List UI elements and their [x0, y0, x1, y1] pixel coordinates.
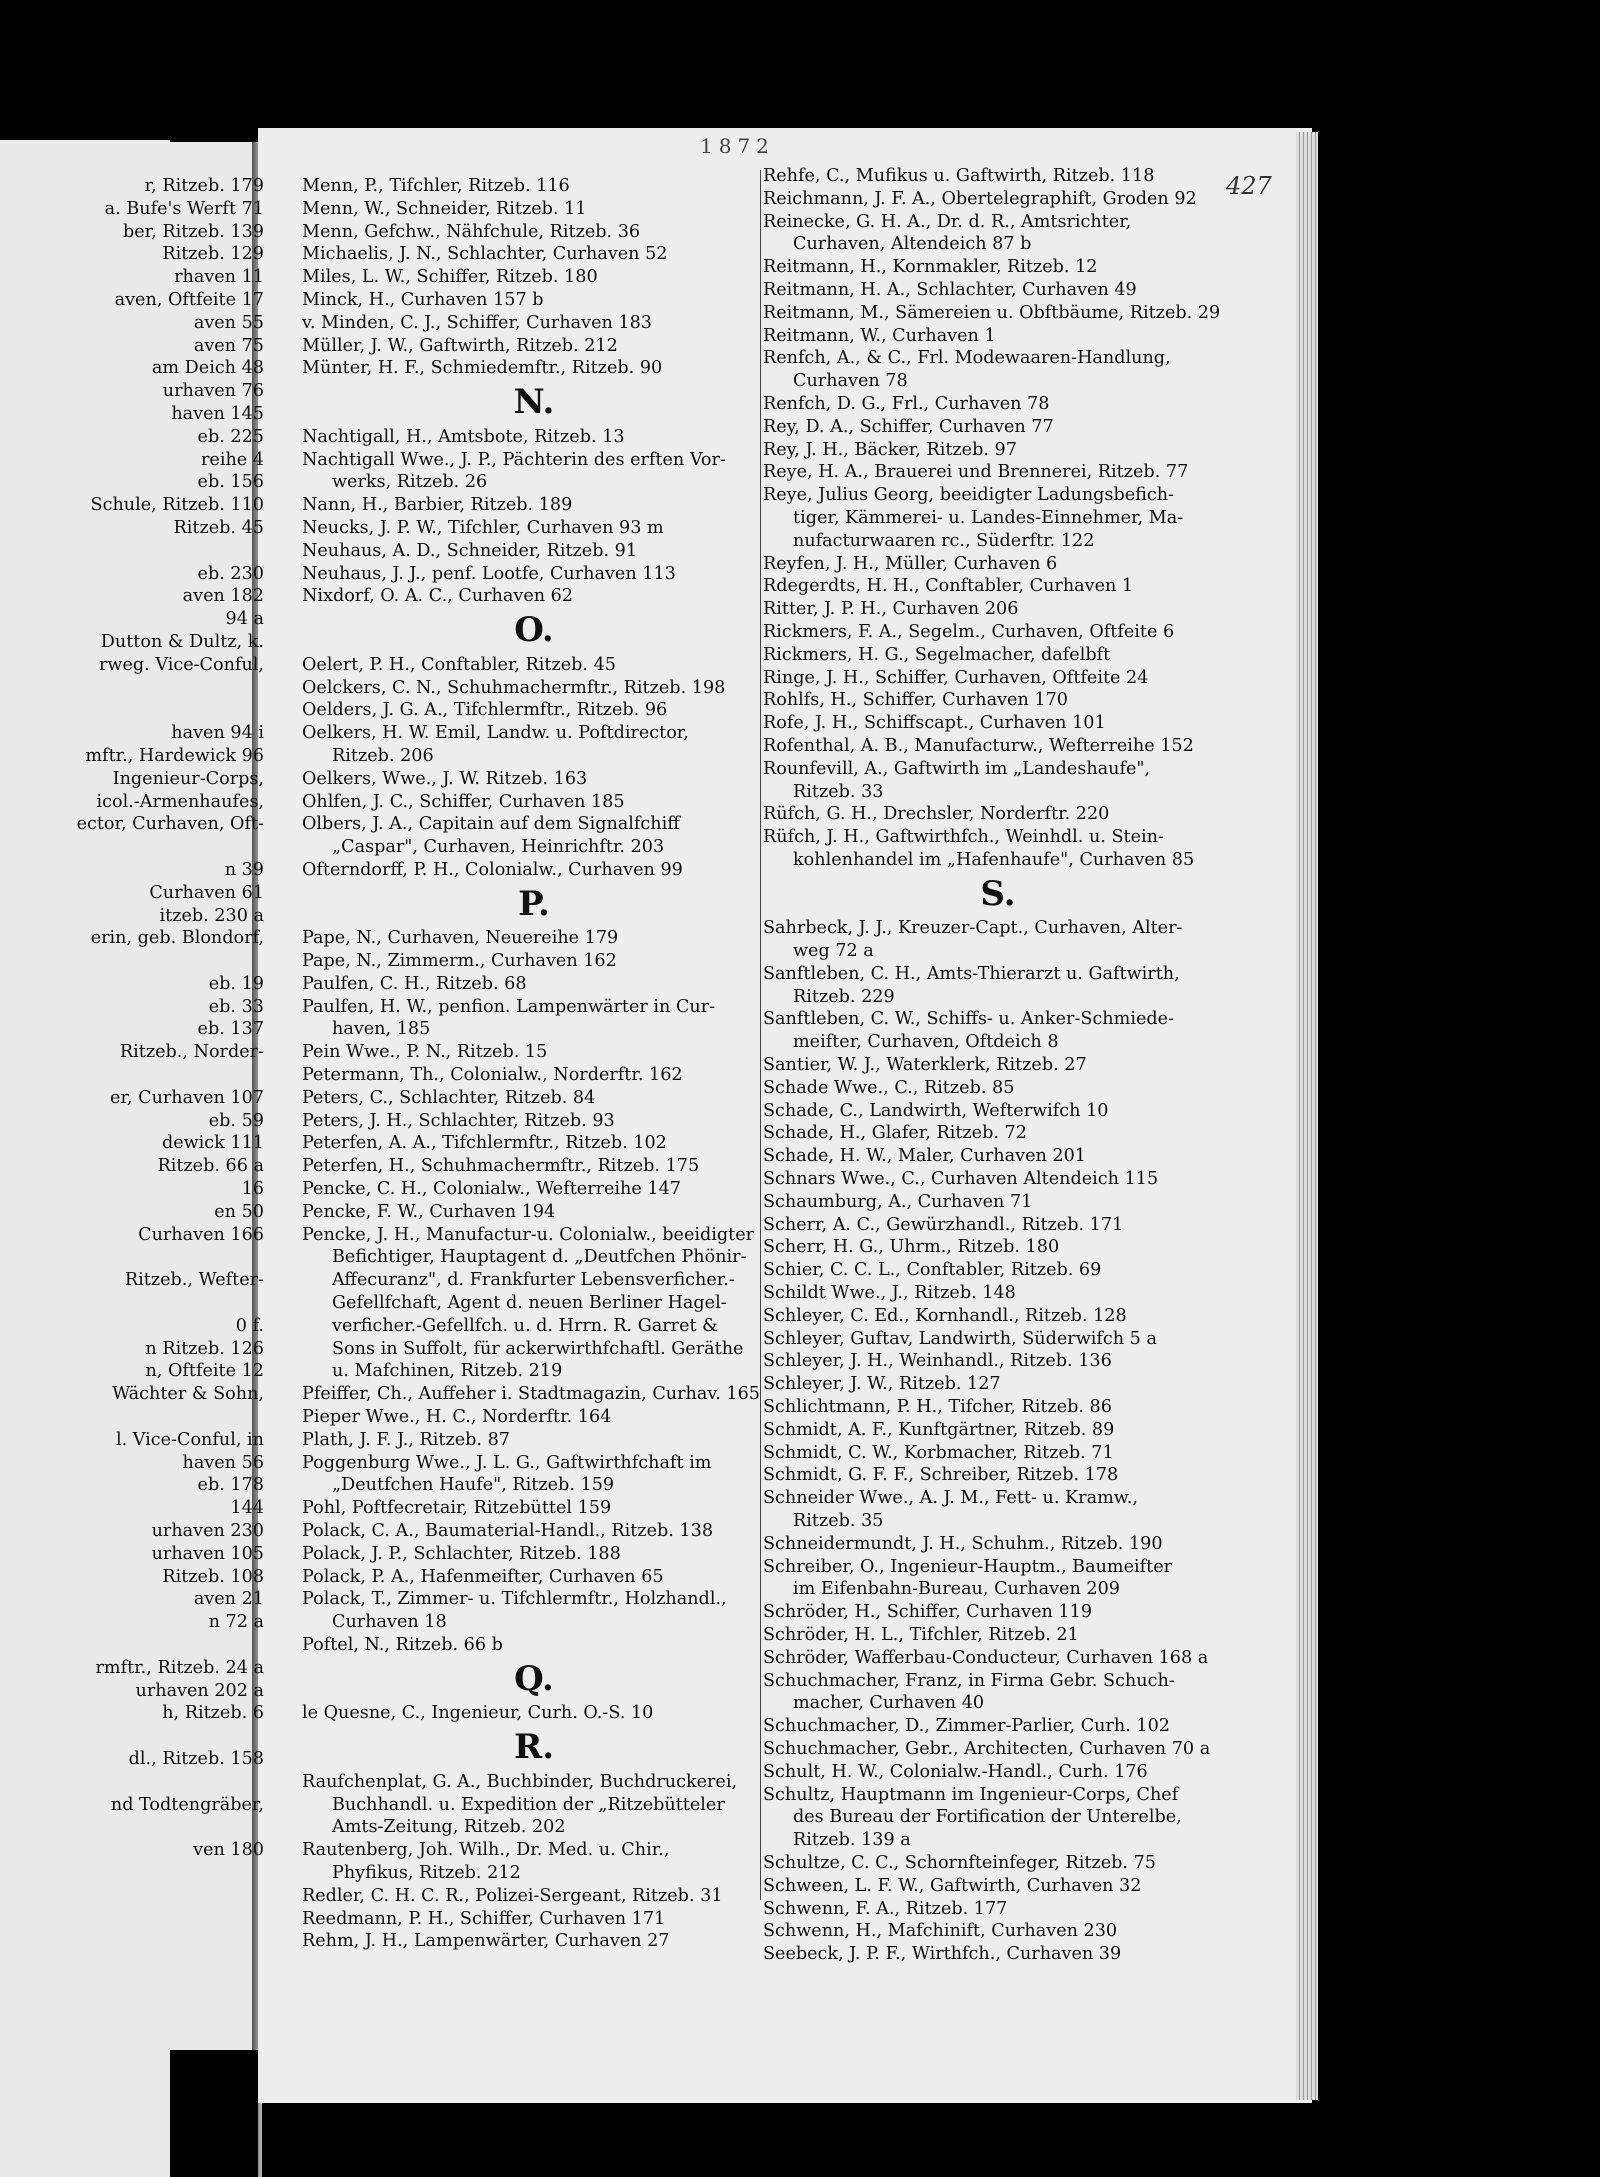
- entry-continuation: Phyfikus, Ritzeb. 212: [332, 1862, 521, 1883]
- directory-entry: Pencke, F. W., Curhaven 194: [302, 1201, 556, 1222]
- directory-entry: Rehfe, C., Mufikus u. Gaftwirth, Ritzeb. 118: [763, 166, 1155, 186]
- top-tab-marker: [170, 0, 258, 142]
- left-page-line: urhaven 230: [151, 1521, 264, 1542]
- directory-entry: Oelkers, H. W. Emil, Landw. u. Poftdirector,: [302, 723, 689, 744]
- entry-continuation: Buchhandl. u. Expedition der „Ritzebütteler: [332, 1794, 725, 1815]
- section-letter: N.: [513, 382, 555, 423]
- directory-entry: Rey, J. H., Bäcker, Ritzeb. 97: [763, 439, 1017, 460]
- entry-continuation: im Eifenbahn-Bureau, Curhaven 209: [793, 1579, 1120, 1600]
- left-page-line: [0, 950, 264, 973]
- directory-entry: Rey, D. A., Schiffer, Curhaven 77: [763, 416, 1054, 437]
- left-page-line: Ritzeb. 66 a: [157, 1156, 264, 1177]
- directory-entry: Rofenthal, A. B., Manufacturw., Wefterreihe 152: [763, 735, 1194, 756]
- entry-continuation: „Caspar", Curhaven, Heinrichftr. 203: [332, 837, 665, 858]
- directory-entry: Schneidermundt, J. H., Schuhm., Ritzeb. 190: [763, 1533, 1163, 1554]
- directory-entry: Sanftleben, C. W., Schiffs- u. Anker-Schmiede-: [763, 1009, 1174, 1030]
- entry-continuation: Ritzeb. 139 a: [793, 1830, 911, 1851]
- directory-entry: Reinecke, G. H. A., Dr. d. R., Amtsrichter,: [763, 211, 1132, 232]
- directory-entry: Reichmann, J. F. A., Obertelegraphift, Groden 92: [763, 188, 1197, 209]
- entry-continuation: Gefellfchaft, Agent d. neuen Berliner Hagel-: [332, 1293, 727, 1314]
- directory-entry: Rickmers, H. G., Segelmacher, dafelbft: [763, 644, 1111, 665]
- left-page-line: aven 182: [182, 586, 264, 607]
- directory-entry: Schade, H. W., Maler, Curhaven 201: [763, 1146, 1086, 1167]
- section-letter: R.: [513, 1727, 555, 1768]
- directory-entry: Peterfen, H., Schuhmachermftr., Ritzeb. 175: [302, 1156, 700, 1177]
- directory-entry: Sanftleben, C. H., Amts-Thierarzt u. Gaftwirth,: [763, 963, 1180, 984]
- left-page-line: [0, 1725, 264, 1748]
- page-header: 1872: [700, 134, 775, 158]
- directory-entry: Ringe, J. H., Schiffer, Curhaven, Oftfeite 24: [763, 667, 1149, 688]
- directory-entry: Nachtigall, H., Amtsbote, Ritzeb. 13: [302, 426, 625, 447]
- directory-entry: Schwenn, F. A., Ritzeb. 177: [763, 1898, 1008, 1919]
- left-page-line: er, Curhaven 107: [110, 1087, 264, 1108]
- directory-entry: Schult, H. W., Colonialw.-Handl., Curh. 176: [763, 1761, 1148, 1782]
- directory-entry: Paulfen, H. W., penfion. Lampenwärter in Cur-: [302, 996, 716, 1017]
- directory-entry: Nachtigall Wwe., J. P., Pächterin des erften Vor-: [302, 449, 726, 470]
- directory-entry: Schuchmacher, Gebr., Architecten, Curhaven 70 a: [763, 1738, 1211, 1759]
- left-page-line: [0, 836, 264, 859]
- directory-entry: Sahrbeck, J. J., Kreuzer-Capt., Curhaven, Alter-: [763, 918, 1183, 939]
- left-page-line: [0, 1406, 264, 1429]
- directory-entry: Schuchmacher, D., Zimmer-Parlier, Curh. 102: [763, 1716, 1170, 1737]
- left-page-line: icol.-Armenhaufes,: [96, 791, 264, 812]
- left-page-line: 0 f.: [235, 1315, 264, 1336]
- entry-continuation: verficher.-Gefellfch. u. d. Hrrn. R. Garret &: [332, 1315, 718, 1336]
- left-page-line: n 72 a: [208, 1612, 264, 1633]
- directory-entry: Pfeiffer, Ch., Auffeher i. Stadtmagazin, Curhav. 165: [302, 1384, 760, 1405]
- directory-entry: Petermann, Th., Colonialw., Norderftr. 162: [302, 1065, 683, 1086]
- left-page-line: rweg. Vice-Conful,: [98, 654, 264, 675]
- left-page-fragments: [0, 175, 264, 1862]
- directory-entry: Pieper Wwe., H. C., Norderftr. 164: [302, 1407, 612, 1428]
- directory-entry: Schröder, H., Schiffer, Curhaven 119: [763, 1602, 1093, 1623]
- entry-continuation: Curhaven 18: [332, 1612, 447, 1633]
- directory-entry: Peterfen, A. A., Tifchlermftr., Ritzeb. 102: [302, 1133, 667, 1154]
- left-page-line: n Ritzeb. 126: [145, 1338, 264, 1359]
- left-page-line: aven, Oftfeite 17: [114, 289, 264, 310]
- directory-entry: Santier, W. J., Waterklerk, Ritzeb. 27: [763, 1055, 1087, 1076]
- left-page-line: ber, Ritzeb. 139: [123, 221, 264, 242]
- directory-entry: Pohl, Poftfecretair, Ritzebüttel 159: [302, 1498, 612, 1519]
- directory-entry: Schwenn, H., Mafchinift, Curhaven 230: [763, 1921, 1118, 1942]
- left-page-line: mftr., Hardewick 96: [85, 745, 264, 766]
- entry-continuation: Ritzeb. 35: [793, 1511, 884, 1532]
- left-page-line: ven 180: [193, 1840, 264, 1861]
- left-page-line: urhaven 76: [162, 381, 264, 402]
- directory-entry: Schleyer, C. Ed., Kornhandl., Ritzeb. 128: [763, 1305, 1127, 1326]
- entry-continuation: Curhaven, Altendeich 87 b: [793, 234, 1032, 255]
- directory-entry: Müller, J. W., Gaftwirth, Ritzeb. 212: [302, 335, 618, 356]
- directory-entry: Schier, C. C. L., Conftabler, Ritzeb. 69: [763, 1260, 1102, 1281]
- directory-entry: Minck, H., Curhaven 157 b: [302, 289, 544, 310]
- directory-entry: Pein Wwe., P. N., Ritzeb. 15: [302, 1042, 548, 1063]
- directory-entry: Miles, L. W., Schiffer, Ritzeb. 180: [302, 267, 598, 288]
- directory-entry: Schmidt, A. F., Kunftgärtner, Ritzeb. 89: [763, 1419, 1115, 1440]
- folio-number: 427: [1226, 172, 1272, 200]
- directory-entry: Reitmann, W., Curhaven 1: [763, 325, 996, 346]
- directory-entry: Menn, P., Tifchler, Ritzeb. 116: [302, 176, 570, 196]
- entry-continuation: macher, Curhaven 40: [793, 1693, 985, 1714]
- directory-entry: Paulfen, C. H., Ritzeb. 68: [302, 973, 527, 994]
- entry-continuation: Sons in Suffolt, für ackerwirthfchaftl. Geräthe: [332, 1338, 744, 1359]
- directory-entry: Schleyer, Guftav, Landwirth, Süderwifch 5 a: [763, 1328, 1157, 1349]
- directory-entry: Reedmann, P. H., Schiffer, Curhaven 171: [302, 1908, 666, 1929]
- left-page-line: a. Bufe's Werft 71: [104, 198, 264, 219]
- left-page-line: dewick 111: [161, 1133, 264, 1154]
- left-page-line: haven 56: [182, 1452, 264, 1473]
- directory-entry: Polack, C. A., Baumaterial-Handl., Ritzeb. 138: [302, 1521, 714, 1542]
- entry-continuation: nufacturwaaren rc., Süderftr. 122: [793, 530, 1095, 551]
- directory-entry: Poggenburg Wwe., J. L. G., Gaftwirthfchaft im: [302, 1452, 712, 1473]
- directory-entry: Neuhaus, J. J., penf. Lootfe, Curhaven 113: [302, 563, 676, 584]
- directory-entry: Pape, N., Curhaven, Neuereihe 179: [302, 928, 619, 949]
- directory-entry: Oelert, P. H., Conftabler, Ritzeb. 45: [302, 654, 616, 675]
- directory-entry: Oelkers, Wwe., J. W. Ritzeb. 163: [302, 768, 588, 789]
- entry-continuation: Amts-Zeitung, Ritzeb. 202: [332, 1817, 566, 1838]
- section-letter: P.: [518, 883, 550, 924]
- left-page-line: [0, 1771, 264, 1794]
- left-page-line: [0, 1064, 264, 1087]
- directory-entry: Ofterndorff, P. H., Colonialw., Curhaven 99: [302, 859, 683, 880]
- left-page-line: Schule, Ritzeb. 110: [90, 495, 264, 516]
- left-page-line: reihe 4: [201, 449, 264, 470]
- directory-entry: v. Minden, C. J., Schiffer, Curhaven 183: [302, 312, 653, 333]
- left-page-line: en 50: [214, 1201, 264, 1222]
- directory-entry: Menn, Gefchw., Nähfchule, Ritzeb. 36: [302, 221, 641, 242]
- directory-entry: Peters, C., Schlachter, Ritzeb. 84: [302, 1087, 596, 1108]
- entry-continuation: Ritzeb. 229: [793, 986, 895, 1007]
- directory-entry: Ritter, J. P. H., Curhaven 206: [763, 599, 1019, 620]
- directory-entry: Michaelis, J. N., Schlachter, Curhaven 52: [302, 244, 668, 265]
- directory-entry: Schlichtmann, P. H., Tifcher, Ritzeb. 86: [763, 1397, 1112, 1418]
- directory-entry: Schreiber, O., Ingenieur-Hauptm., Baumeifter: [763, 1556, 1173, 1577]
- left-page-line: eb. 19: [208, 973, 264, 994]
- section-letter: S.: [980, 873, 1016, 914]
- left-page-line: 16: [241, 1179, 264, 1200]
- left-page-line: urhaven 202 a: [135, 1680, 264, 1701]
- directory-entry: Schultz, Hauptmann im Ingenieur-Corps, Chef: [763, 1784, 1179, 1805]
- directory-column-right: [763, 165, 1233, 1966]
- left-page-line: ector, Curhaven, Oft-: [76, 814, 264, 835]
- left-page-line: [0, 699, 264, 722]
- directory-entry: Poftel, N., Ritzeb. 66 b: [302, 1635, 503, 1655]
- directory-entry: Schmidt, G. F. F., Schreiber, Ritzeb. 178: [763, 1465, 1119, 1486]
- left-page-line: eb. 230: [197, 563, 264, 584]
- directory-entry: Neuhaus, A. D., Schneider, Ritzeb. 91: [302, 540, 638, 561]
- left-page-line: haven 145: [171, 403, 264, 424]
- directory-entry: Schmidt, C. W., Korbmacher, Ritzeb. 71: [763, 1442, 1114, 1463]
- left-page-line: Dutton & Dultz, k.: [100, 631, 264, 652]
- directory-entry: Ohlfen, J. C., Schiffer, Curhaven 185: [302, 791, 625, 812]
- directory-entry: Rohlfs, H., Schiffer, Curhaven 170: [763, 690, 1068, 711]
- directory-entry: Polack, P. A., Hafenmeifter, Curhaven 65: [302, 1566, 664, 1587]
- directory-entry: Reye, Julius Georg, beeidigter Ladungsbefich-: [763, 485, 1174, 506]
- left-page-line: nd Todtengräber,: [110, 1794, 264, 1815]
- left-page-line: eb. 178: [197, 1475, 264, 1496]
- left-page-line: Ritzeb., Wefter-: [124, 1270, 264, 1291]
- left-page-line: [0, 1816, 264, 1839]
- left-page-line: rmftr., Ritzeb. 24 a: [95, 1657, 264, 1678]
- directory-entry: Reitmann, H. A., Schlachter, Curhaven 49: [763, 279, 1137, 300]
- directory-entry: Reyfen, J. H., Müller, Curhaven 6: [763, 553, 1058, 574]
- left-page-line: aven 75: [193, 335, 264, 356]
- directory-entry: Scherr, H. G., Uhrm., Ritzeb. 180: [763, 1237, 1060, 1258]
- left-page-line: [0, 1292, 264, 1315]
- page-edges: [1296, 132, 1318, 2100]
- entry-continuation: des Bureau der Fortification der Unterelbe,: [793, 1807, 1182, 1828]
- entry-continuation: Affecuranz", d. Frankfurter Lebensverficher.-: [332, 1270, 735, 1291]
- left-page-line: Ritzeb. 108: [162, 1566, 264, 1587]
- left-page-line: n, Oftfeite 12: [145, 1361, 264, 1382]
- directory-entry: Renfch, D. G., Frl., Curhaven 78: [763, 393, 1050, 414]
- directory-entry: Polack, J. P., Schlachter, Ritzeb. 188: [302, 1543, 621, 1564]
- left-page-line: [0, 1246, 264, 1269]
- left-page-line: eb. 225: [197, 426, 264, 447]
- directory-entry: Schween, L. F. W., Gaftwirth, Curhaven 32: [763, 1875, 1142, 1896]
- directory-entry: Renfch, A., & C., Frl. Modewaaren-Handlung,: [763, 348, 1171, 369]
- entry-continuation: Ritzeb. 33: [793, 781, 884, 802]
- left-page-line: erin, geb. Blondorf,: [90, 928, 264, 949]
- directory-entry: Rüfch, G. H., Drechsler, Norderftr. 220: [763, 804, 1110, 825]
- entry-continuation: „Deutfchen Haufe", Ritzeb. 159: [332, 1475, 615, 1496]
- left-page-line: h, Ritzeb. 6: [162, 1703, 264, 1724]
- left-page-line: l. Vice-Conful, in: [115, 1429, 264, 1450]
- left-page-line: dl., Ritzeb. 158: [128, 1748, 264, 1769]
- directory-entry: Rautenberg, Joh. Wilh., Dr. Med. u. Chir.,: [302, 1840, 670, 1861]
- left-page-line: am Deich 48: [151, 358, 264, 379]
- left-page-line: r, Ritzeb. 179: [144, 176, 264, 196]
- directory-entry: Rüfch, J. H., Gaftwirthfch., Weinhdl. u. Stein-: [763, 827, 1164, 848]
- directory-entry: Nann, H., Barbier, Ritzeb. 189: [302, 495, 573, 516]
- directory-entry: Polack, T., Zimmer- u. Tifchlermftr., Holzhandl.,: [302, 1589, 727, 1610]
- bottom-tab-marker: [170, 2050, 258, 2177]
- directory-entry: Neucks, J. P. W., Tifchler, Curhaven 93 m: [302, 517, 664, 538]
- directory-entry: Schade Wwe., C., Ritzeb. 85: [763, 1077, 1015, 1098]
- directory-entry: Schnars Wwe., C., Curhaven Altendeich 115: [763, 1169, 1159, 1190]
- left-page-line: [0, 677, 264, 700]
- left-page-line: n 39: [224, 859, 264, 880]
- directory-entry: Scherr, A. C., Gewürzhandl., Ritzeb. 171: [763, 1214, 1124, 1235]
- left-page-line: [0, 1634, 264, 1657]
- directory-entry: Reitmann, H., Kornmakler, Ritzeb. 12: [763, 257, 1098, 278]
- directory-entry: Peters, J. H., Schlachter, Ritzeb. 93: [302, 1110, 615, 1131]
- left-page-line: [0, 540, 264, 563]
- left-page-line: haven 94 i: [171, 723, 264, 744]
- directory-entry: Pencke, J. H., Manufactur-u. Colonialw., beeidigter: [302, 1224, 755, 1245]
- directory-entry: Menn, W., Schneider, Ritzeb. 11: [302, 198, 587, 219]
- left-page-line: Wächter & Sohn,: [112, 1384, 264, 1405]
- directory-entry: Rdegerdts, H. H., Conftabler, Curhaven 1: [763, 576, 1134, 597]
- left-page-line: eb. 59: [208, 1110, 264, 1131]
- directory-entry: Pencke, C. H., Colonialw., Wefterreihe 147: [302, 1179, 681, 1200]
- section-letter: O.: [514, 610, 554, 651]
- entry-continuation: kohlenhandel im „Hafenhaufe", Curhaven 85: [793, 849, 1195, 870]
- left-page-line: Curhaven 166: [138, 1224, 264, 1245]
- directory-entry: Olbers, J. A., Capitain auf dem Signalfchiff: [302, 814, 680, 835]
- entry-continuation: u. Mafchinen, Ritzeb. 219: [332, 1361, 563, 1382]
- directory-entry: Schleyer, J. H., Weinhandl., Ritzeb. 136: [763, 1351, 1112, 1372]
- left-page-line: Ritzeb. 45: [173, 517, 264, 538]
- entry-continuation: tiger, Kämmerei- u. Landes-Einnehmer, Ma-: [793, 507, 1184, 528]
- directory-entry: Rehm, J. H., Lampenwärter, Curhaven 27: [302, 1931, 670, 1952]
- entry-continuation: meifter, Curhaven, Oftdeich 8: [793, 1032, 1059, 1053]
- directory-entry: Raufchenplat, G. A., Buchbinder, Buchdruckerei,: [302, 1771, 738, 1792]
- left-page-line: urhaven 105: [151, 1543, 264, 1564]
- entry-continuation: Ritzeb. 206: [332, 745, 434, 766]
- left-page-line: Ritzeb. 129: [162, 244, 264, 265]
- directory-entry: Seebeck, J. P. F., Wirthfch., Curhaven 39: [763, 1944, 1122, 1965]
- left-page-line: eb. 33: [208, 996, 264, 1017]
- left-page-line: 94 a: [225, 609, 264, 630]
- directory-entry: Schuchmacher, Franz, in Firma Gebr. Schuch-: [763, 1670, 1175, 1691]
- left-page-line: 144: [230, 1498, 264, 1519]
- directory-entry: Schleyer, J. W., Ritzeb. 127: [763, 1374, 1001, 1395]
- left-page-line: Ritzeb., Norder-: [119, 1042, 264, 1063]
- directory-entry: Schröder, H. L., Tifchler, Ritzeb. 21: [763, 1625, 1079, 1645]
- directory-entry: Oelckers, C. N., Schuhmachermftr., Ritzeb. 198: [302, 677, 726, 698]
- left-page-line: aven 55: [193, 312, 264, 333]
- directory-entry: Schneider Wwe., A. J. M., Fett- u. Kramw.,: [763, 1488, 1138, 1509]
- directory-column-left: [302, 175, 766, 1953]
- left-page-line: eb. 156: [197, 472, 264, 493]
- directory-entry: Reye, H. A., Brauerei und Brennerei, Ritzeb. 77: [763, 462, 1189, 483]
- left-page-line: Curhaven 61: [149, 882, 264, 903]
- directory-entry: le Quesne, C., Ingenieur, Curh. O.-S. 10: [302, 1703, 654, 1724]
- directory-entry: Schade, H., Glafer, Ritzeb. 72: [763, 1123, 1027, 1144]
- directory-entry: Plath, J. F. J., Ritzeb. 87: [302, 1429, 510, 1450]
- section-letter: Q.: [514, 1658, 554, 1699]
- directory-entry: Rofe, J. H., Schiffscapt., Curhaven 101: [763, 713, 1106, 734]
- directory-entry: Schildt Wwe., J., Ritzeb. 148: [763, 1283, 1016, 1304]
- directory-entry: Reitmann, M., Sämereien u. Obftbäume, Ritzeb. 29: [763, 302, 1221, 323]
- entry-continuation: Curhaven 78: [793, 371, 908, 392]
- directory-entry: Münter, H. F., Schmiedemftr., Ritzeb. 90: [302, 358, 663, 379]
- directory-entry: Rounfevill, A., Gaftwirth im „Landeshaufe",: [763, 758, 1151, 779]
- directory-entry: Redler, C. H. C. R., Polizei-Sergeant, Ritzeb. 31: [302, 1885, 723, 1906]
- left-page-line: rhaven 11: [174, 267, 264, 288]
- directory-entry: Nixdorf, O. A. C., Curhaven 62: [302, 586, 574, 607]
- entry-continuation: Befichtiger, Hauptagent d. „Deutfchen Phönir-: [332, 1247, 747, 1268]
- directory-entry: Schultze, C. C., Schornfteinfeger, Ritzeb. 75: [763, 1852, 1157, 1873]
- entry-continuation: weg 72 a: [793, 941, 874, 962]
- directory-entry: Pape, N., Zimmerm., Curhaven 162: [302, 951, 617, 972]
- directory-entry: Oelders, J. G. A., Tifchlermftr., Ritzeb. 96: [302, 700, 668, 721]
- left-page-line: eb. 137: [197, 1019, 264, 1040]
- directory-entry: Rickmers, F. A., Segelm., Curhaven, Oftfeite 6: [763, 621, 1175, 642]
- entry-continuation: haven, 185: [332, 1019, 431, 1040]
- entry-continuation: werks, Ritzeb. 26: [332, 472, 488, 493]
- left-page-line: itzeb. 230 a: [159, 905, 264, 926]
- directory-entry: Schröder, Wafferbau-Conducteur, Curhaven 168 a: [763, 1647, 1209, 1668]
- left-page-line: Ingenieur-Corps,: [112, 768, 264, 789]
- directory-entry: Schade, C., Landwirth, Wefterwifch 10: [763, 1100, 1109, 1121]
- directory-entry: Schaumburg, A., Curhaven 71: [763, 1191, 1033, 1212]
- left-page-line: aven 21: [193, 1589, 264, 1610]
